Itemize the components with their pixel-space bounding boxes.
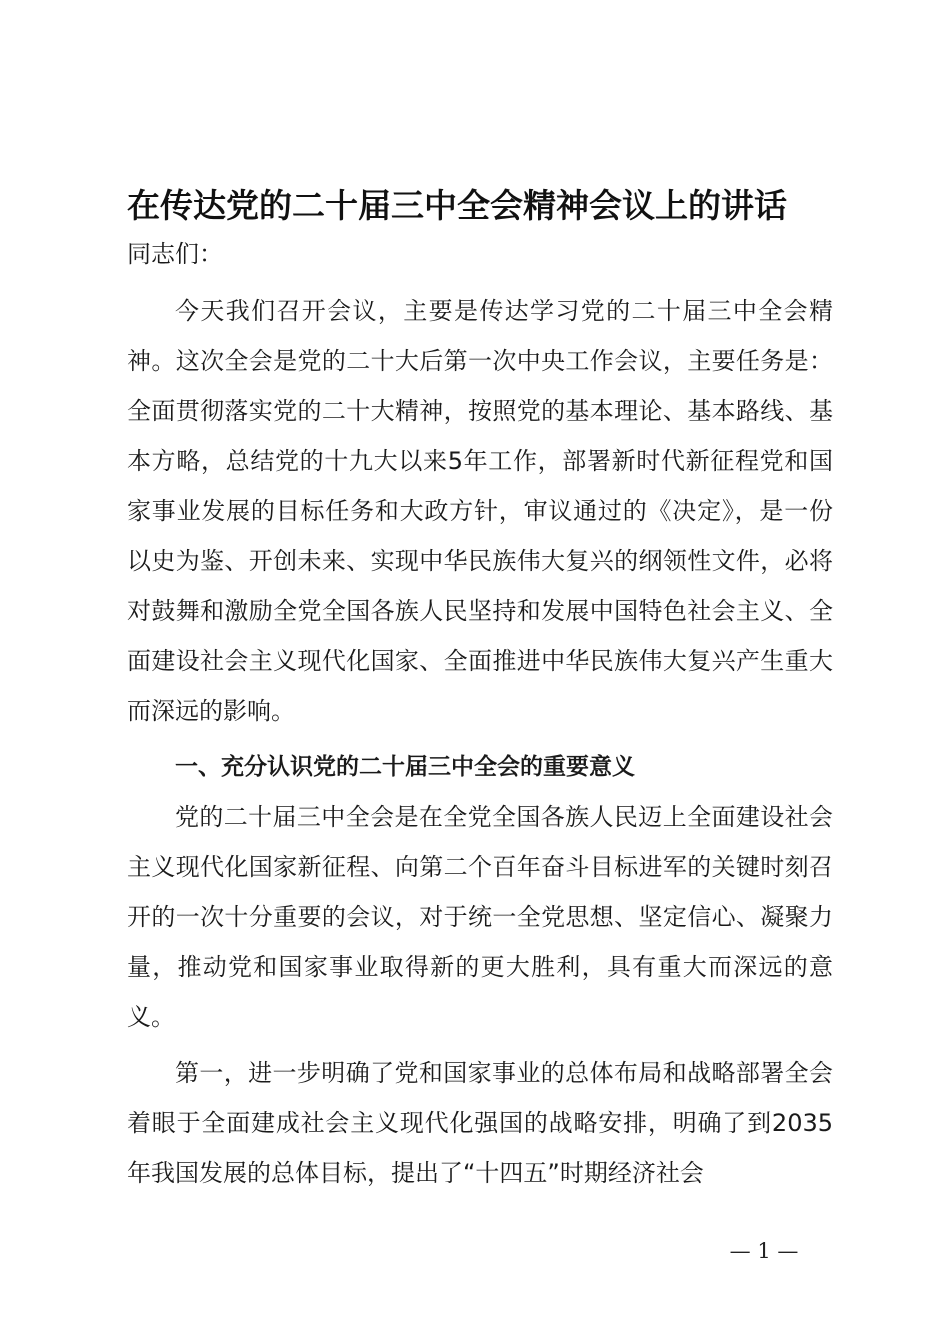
paragraph-first-point: 第一，进一步明确了党和国家事业的总体布局和战略部署全会着眼于全面建成社会主义现代化强国的战略安排，明确了到2035年我国发展的总体目标，提出了“十四五”时期经济社会	[127, 1059, 833, 1187]
section-heading-1: 一、充分认识党的二十届三中全会的重要意义	[175, 754, 635, 780]
page-number: — 1 —	[729, 1239, 799, 1263]
document-title: 在传达党的二十届三中全会精神会议上的讲话	[127, 186, 787, 225]
document-page	[127, 180, 833, 1198]
paragraph-intro: 今天我们召开会议，主要是传达学习党的二十届三中全会精神。这次全会是党的二十大后第一次中央工作会议，主要任务是：全面贯彻落实党的二十大精神，按照党的基本理论、基本路线、基本方略，总结党的十九大以来5年工作，部署新时代新征程党和国家事业发展的目标任务和大政方针，审议通过的《决定》，是一份以史为鉴、开创未来、实现中华民族伟大复兴的纲领性文件，必将对鼓舞和激励全党全国各族人民坚持和发展中国特色社会主义、全面建设社会主义现代化国家、全面推进中华民族伟大复兴产生重大而深远的影响。	[127, 297, 833, 725]
paragraph-section1-body: 党的二十届三中全会是在全党全国各族人民迈上全面建设社会主义现代化国家新征程、向第二个百年奋斗目标进军的关键时刻召开的一次十分重要的会议，对于统一全党思想、坚定信心、凝聚力量，推动党和国家事业取得新的更大胜利，具有重大而深远的意义。	[127, 803, 833, 1031]
salutation: 同志们：	[127, 240, 223, 268]
